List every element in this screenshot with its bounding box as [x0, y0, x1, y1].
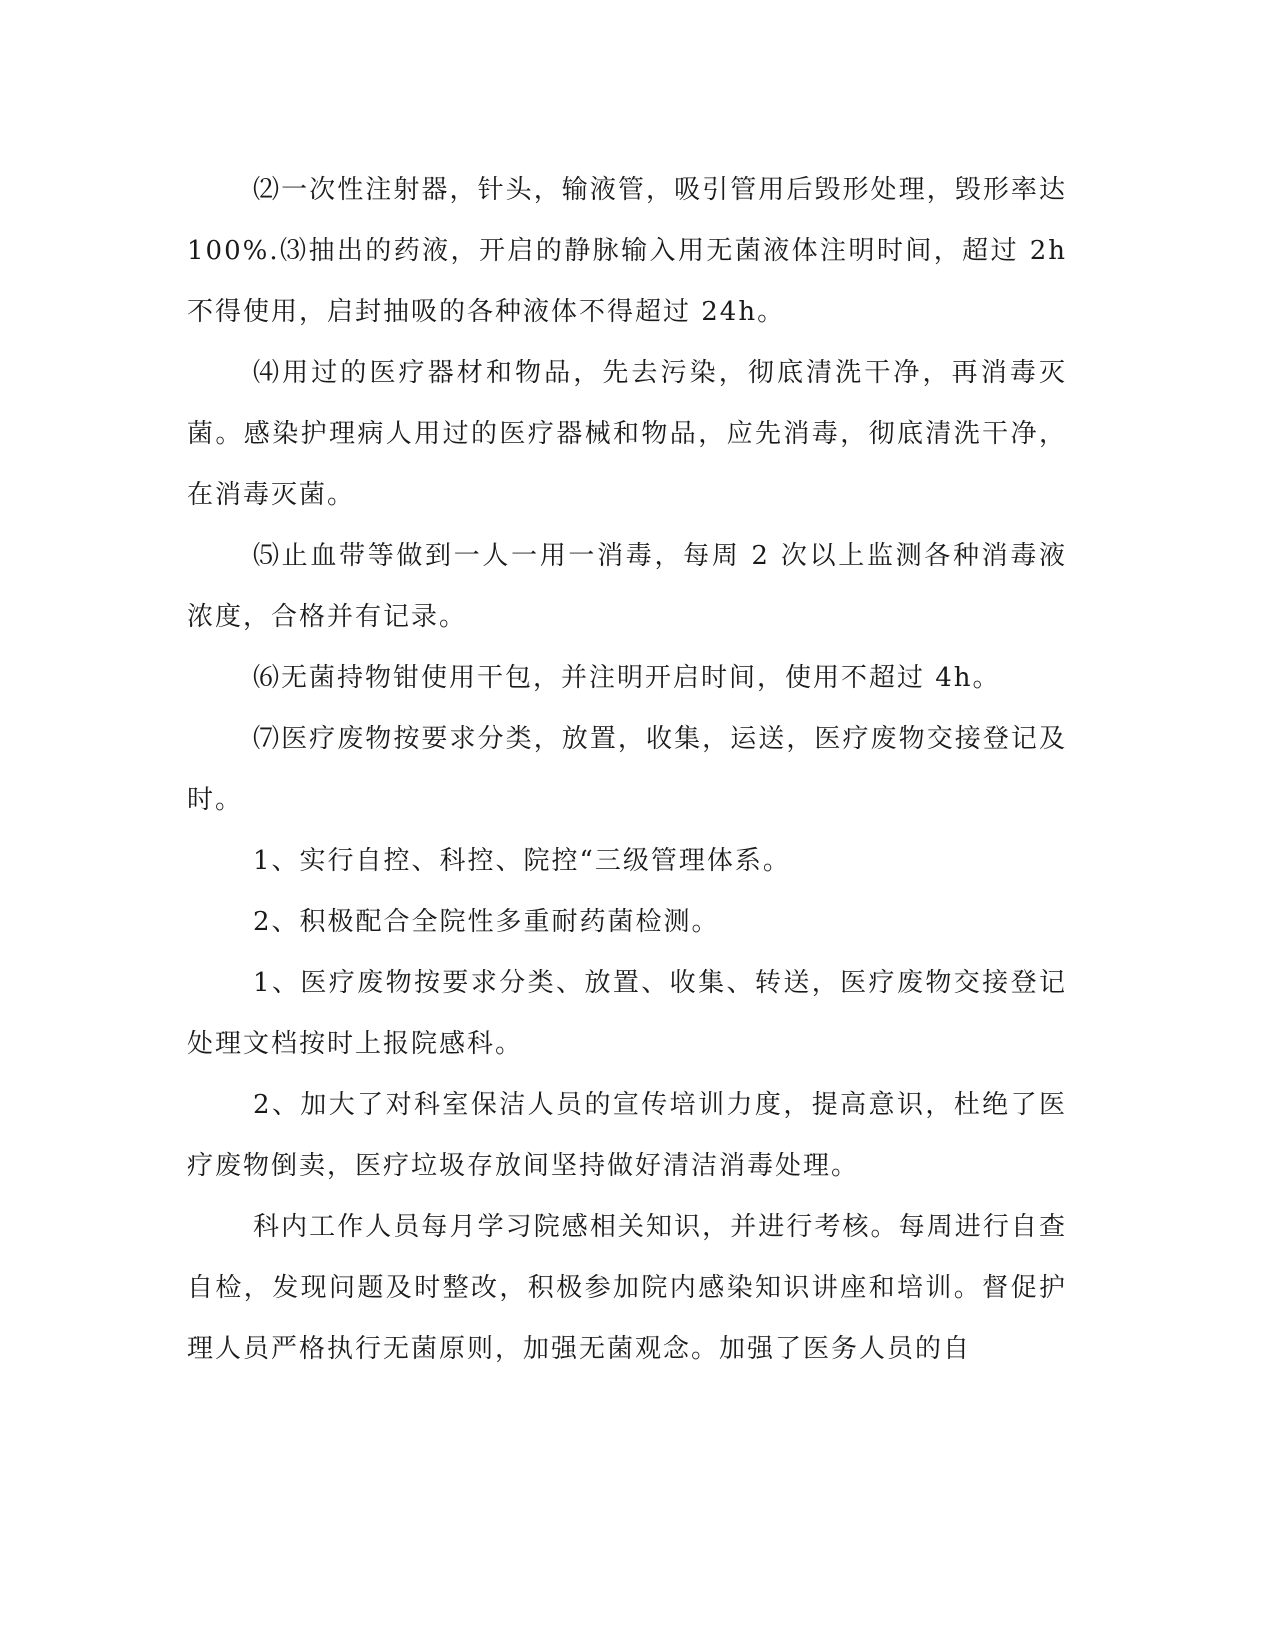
- paragraph-10: 科内工作人员每月学习院感相关知识，并进行考核。每周进行自查自检，发现问题及时整改，积极参加院内感染知识讲座和培训。督促护理人员严格执行无菌原则，加强无菌观念。加强了医务人员的自: [187, 1212, 1067, 1364]
- paragraph-7: 2、积极配合全院性多重耐药菌检测。: [253, 907, 720, 937]
- paragraph-6: 1、实行自控、科控、院控“三级管理体系。: [253, 846, 791, 876]
- paragraph-2: ⑷用过的医疗器材和物品，先去污染，彻底清洗干净，再消毒灭菌。感染护理病人用过的医疗器械和物品，应先消毒，彻底清洗干净，在消毒灭菌。: [187, 358, 1067, 510]
- paragraph-5: ⑺医疗废物按要求分类，放置，收集，运送，医疗废物交接登记及时。: [187, 724, 1067, 815]
- paragraph-8: 1、医疗废物按要求分类、放置、收集、转送，医疗废物交接登记处理文档按时上报院感科。: [187, 968, 1067, 1059]
- paragraph-1: ⑵一次性注射器，针头，输液管，吸引管用后毁形处理，毁形率达 100%.⑶抽出的药液，开启的静脉输入用无菌液体注明时间，超过 2h 不得使用，启封抽吸的各种液体不得超过 24h。: [187, 175, 1067, 327]
- document-body: [187, 160, 1067, 1380]
- paragraph-9: 2、加大了对科室保洁人员的宣传培训力度，提高意识，杜绝了医疗废物倒卖，医疗垃圾存放间坚持做好清洁消毒处理。: [187, 1090, 1067, 1181]
- paragraph-4: ⑹无菌持物钳使用干包，并注明开启时间，使用不超过 4h。: [253, 663, 1001, 693]
- paragraph-3: ⑸止血带等做到一人一用一消毒，每周 2 次以上监测各种消毒液浓度，合格并有记录。: [187, 541, 1067, 632]
